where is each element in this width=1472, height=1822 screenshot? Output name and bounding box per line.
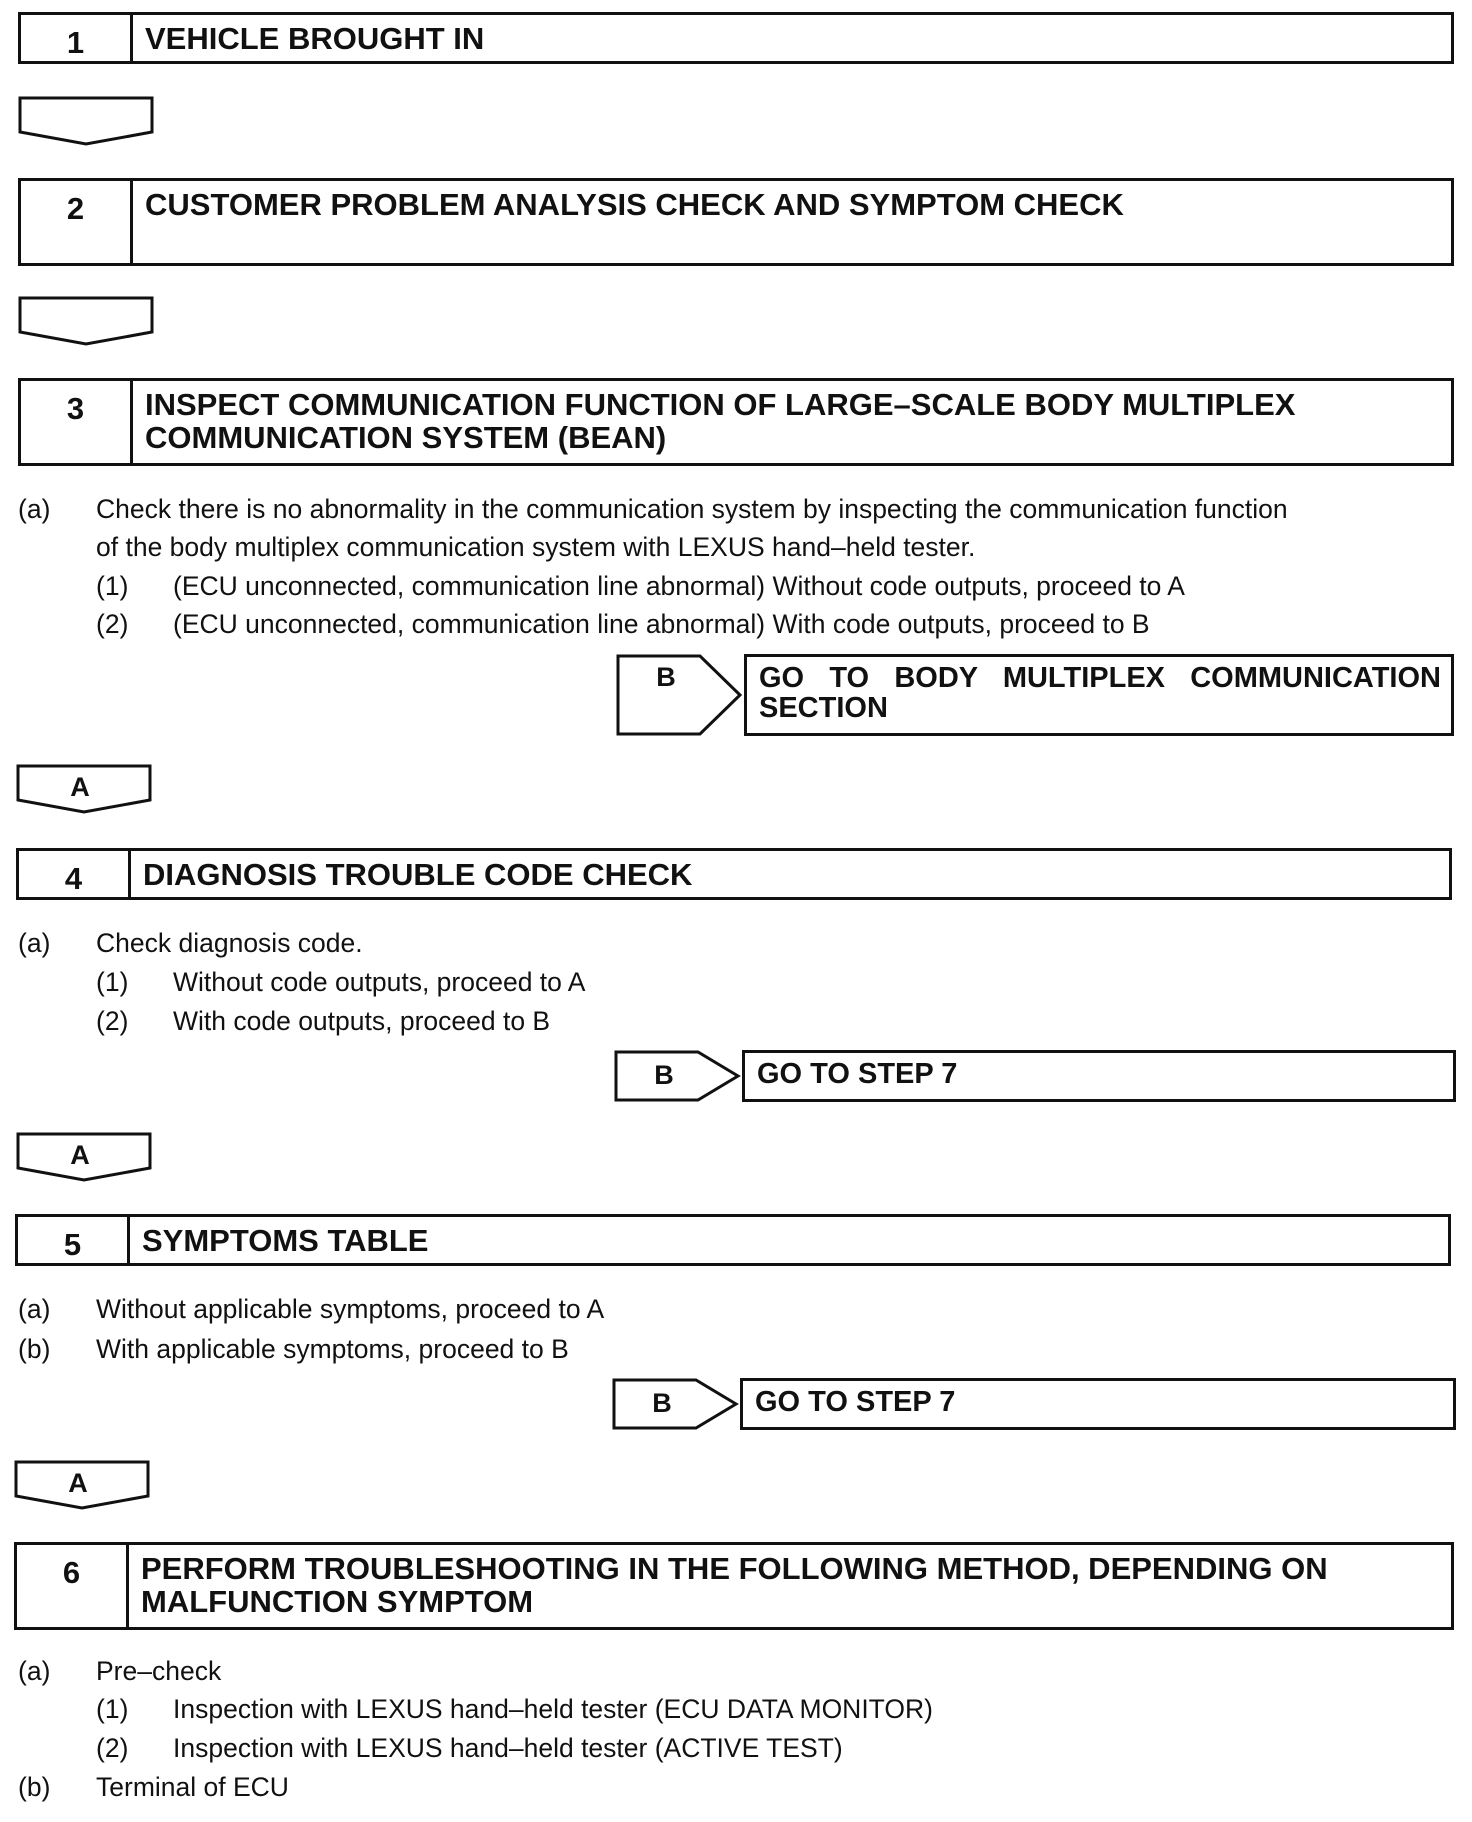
step-title: VEHICLE BROUGHT IN [145,21,485,56]
step-4-box [16,848,1452,900]
flow-arrow [18,296,156,348]
branch-goto-box [742,1050,1456,1102]
branch-goto-text: GO TO STEP 7 [755,1386,956,1418]
branch-label: B [652,1388,672,1418]
step-number: 3 [21,381,133,463]
item-text: Pre–check [96,1656,222,1686]
step-title: SYMPTOMS TABLE [142,1223,429,1258]
item-text: (ECU unconnected, communication line abnormal) Without code outputs, proceed to A [173,571,1185,601]
branch-goto-box [744,654,1454,736]
branch-goto-text: GO TO STEP 7 [757,1058,958,1090]
step-number: 5 [18,1217,130,1263]
step-6-box [14,1542,1454,1630]
step-5-box [15,1214,1451,1266]
item-text: With code outputs, proceed to B [173,1006,551,1036]
branch-goto-text: GO TO BODY MULTIPLEX COMMUNICATION SECTION [759,662,1441,724]
item-marker: (2) [96,609,129,639]
item-text: of the body multiplex communication system with LEXUS hand–held tester. [96,532,976,562]
branch-label: B [656,662,676,692]
item-text: Check diagnosis code. [96,928,363,958]
step-number: 6 [17,1545,129,1627]
branch-label: B [654,1060,674,1090]
branch-b-step5 [612,1378,1456,1430]
step-number: 2 [21,181,133,263]
branch-goto-box [740,1378,1456,1430]
item-marker: (2) [96,1006,129,1036]
item-marker: (a) [18,1656,51,1686]
item-text: Inspection with LEXUS hand–held tester (ECU DATA MONITOR) [173,1694,933,1724]
item-text: With applicable symptoms, proceed to B [96,1334,569,1364]
step-1-box [18,12,1454,64]
step-title: CUSTOMER PROBLEM ANALYSIS CHECK AND SYMPTOM CHECK [145,187,1124,222]
item-text: Inspection with LEXUS hand–held tester (ACTIVE TEST) [173,1733,843,1763]
item-marker: (a) [18,928,51,958]
item-marker: (1) [96,1694,129,1724]
item-text: Without applicable symptoms, proceed to A [96,1294,605,1324]
step-title: INSPECT COMMUNICATION FUNCTION OF LARGE–SCALE BODY MULTIPLEX COMMUNICATION SYSTEM (BEAN) [145,387,1296,455]
step-2-box [18,178,1454,266]
item-marker: (b) [18,1334,51,1364]
flow-arrow [16,1132,154,1184]
item-text: Check there is no abnormality in the communication system by inspecting the communication function [96,494,1288,524]
branch-b-step4 [614,1050,1456,1102]
step3-item-a-cont [96,532,975,562]
item-marker: (a) [18,1294,51,1324]
flow-arrow-label: A [70,772,90,802]
step-number: 1 [21,15,133,61]
flow-arrow [18,96,156,148]
item-marker: (1) [96,967,129,997]
item-marker: (1) [96,571,129,601]
item-marker: (b) [18,1772,51,1802]
flow-arrow-label: A [70,1140,90,1170]
flow-arrow [14,1460,152,1512]
step-title: DIAGNOSIS TROUBLE CODE CHECK [143,857,693,892]
flow-arrow [16,764,154,816]
step-title: PERFORM TROUBLESHOOTING IN THE FOLLOWING METHOD, DEPENDING ON MALFUNCTION SYMPTOM [141,1551,1328,1619]
step-3-box [18,378,1454,466]
branch-b-step3 [616,654,1456,736]
item-text: Terminal of ECU [96,1772,289,1802]
item-text: (ECU unconnected, communication line abnormal) With code outputs, proceed to B [173,609,1150,639]
item-marker: (2) [96,1733,129,1763]
item-text: Without code outputs, proceed to A [173,967,586,997]
item-marker: (a) [18,494,51,524]
step-number: 4 [19,851,131,897]
flow-arrow-label: A [68,1468,88,1498]
